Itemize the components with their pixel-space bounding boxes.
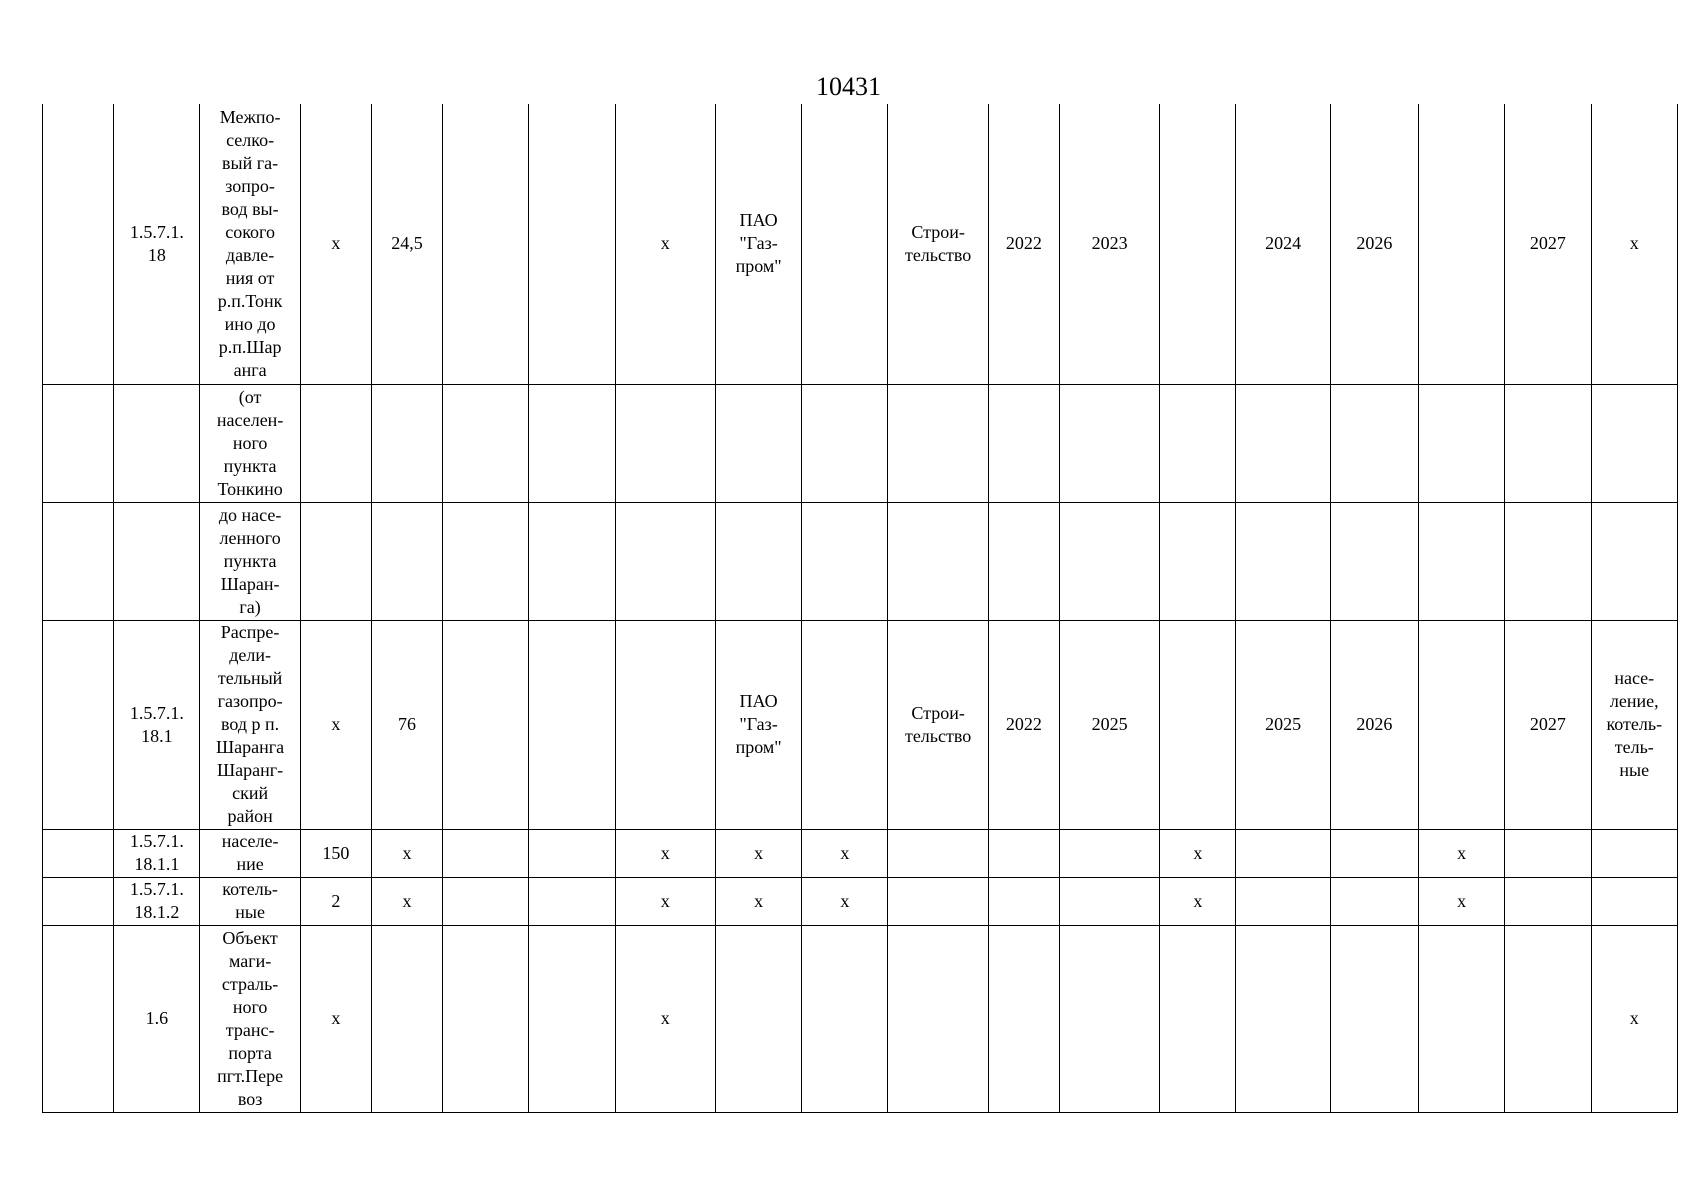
page-number: 10431	[816, 72, 881, 101]
table-cell	[1160, 502, 1236, 620]
table-cell	[888, 502, 988, 620]
table-cell	[888, 877, 988, 925]
table-cell	[1236, 502, 1330, 620]
table-cell	[300, 925, 371, 1112]
cell-text: 1.5.7.1. 18.1.1	[129, 831, 184, 874]
table-cell	[1236, 104, 1330, 384]
table-cell	[1505, 384, 1591, 502]
cell-text: 2	[331, 890, 341, 911]
table-cell	[802, 104, 888, 384]
table-cell	[443, 925, 529, 1112]
cell-text: х	[660, 890, 670, 911]
table-cell	[371, 877, 442, 925]
cell-text: х	[1629, 1008, 1639, 1028]
table-cell	[988, 877, 1059, 925]
cell-text: 2027	[1529, 233, 1566, 254]
cell-text: Межпо- селко- вый га- зопро- вод вы- сокого давле- ния от р.п.Тонк ино до р.п.Шар анга	[217, 106, 283, 380]
cell-text: х	[754, 890, 764, 911]
table-cell	[888, 104, 988, 384]
table-row	[43, 829, 1678, 877]
table-cell	[200, 877, 300, 925]
table-cell	[615, 877, 715, 925]
table-cell	[114, 925, 200, 1112]
cell-text: х	[1457, 842, 1467, 863]
table-cell	[1505, 502, 1591, 620]
data-table	[42, 104, 1678, 1113]
table-cell	[1059, 502, 1159, 620]
cell-text: х	[840, 890, 850, 911]
table-cell	[988, 384, 1059, 502]
table-cell	[988, 925, 1059, 1112]
table-cell	[443, 502, 529, 620]
table-cell	[43, 620, 114, 829]
table-cell	[114, 877, 200, 925]
table-cell	[443, 620, 529, 829]
cell-text: Строи- тельство	[904, 221, 972, 265]
table-cell	[802, 384, 888, 502]
table-cell	[371, 829, 442, 877]
cell-text: 2025	[1091, 714, 1128, 734]
cell-text: 2026	[1356, 233, 1393, 254]
table-cell	[200, 620, 300, 829]
table-row	[43, 502, 1678, 620]
cell-text: 2026	[1356, 714, 1393, 734]
cell-text: Распре- дели- тельный газопро- вод р п. Шаранга Шаранг- ский район	[216, 622, 285, 826]
cell-text: х	[660, 1008, 670, 1028]
table-cell	[1330, 877, 1418, 925]
table-cell	[43, 829, 114, 877]
table-cell	[300, 384, 371, 502]
table-cell	[1419, 104, 1505, 384]
table-cell	[114, 384, 200, 502]
cell-text: х	[402, 890, 412, 911]
table-cell	[715, 829, 801, 877]
table-cell	[443, 384, 529, 502]
table-cell	[988, 620, 1059, 829]
table-cell	[443, 877, 529, 925]
table-cell	[529, 877, 615, 925]
table-row	[43, 104, 1678, 384]
table-cell	[200, 925, 300, 1112]
table-row	[43, 877, 1678, 925]
table-cell	[1505, 829, 1591, 877]
table-cell	[1419, 829, 1505, 877]
table-cell	[371, 925, 442, 1112]
table-cell	[1505, 104, 1591, 384]
cell-text: 76	[398, 714, 417, 734]
cell-text: котель- ные	[222, 879, 278, 922]
table-cell	[1505, 620, 1591, 829]
table-cell	[1591, 502, 1677, 620]
table-cell	[1591, 877, 1677, 925]
table-cell	[371, 502, 442, 620]
table-cell	[1059, 877, 1159, 925]
table-cell	[1236, 384, 1330, 502]
table-cell	[43, 384, 114, 502]
table-cell	[1160, 384, 1236, 502]
cell-text: 2023	[1091, 233, 1128, 254]
table-cell	[529, 829, 615, 877]
table-cell	[715, 502, 801, 620]
cell-text: 150	[322, 842, 350, 863]
table-cell	[1330, 925, 1418, 1112]
table-cell	[1330, 104, 1418, 384]
table-cell	[1419, 502, 1505, 620]
cell-text: 1.5.7.1. 18.1.2	[129, 879, 184, 922]
table-cell	[300, 502, 371, 620]
table-cell	[715, 384, 801, 502]
cell-text: 24,5	[391, 233, 423, 254]
cell-text: х	[660, 842, 670, 863]
cell-text: Строи- тельство	[904, 702, 972, 746]
table-cell	[114, 829, 200, 877]
cell-text: х	[331, 1008, 341, 1028]
table-cell	[371, 384, 442, 502]
table-cell	[443, 829, 529, 877]
table-cell	[43, 502, 114, 620]
cell-text: х	[331, 233, 341, 254]
table-cell	[1059, 384, 1159, 502]
cell-text: 1.5.7.1. 18	[129, 221, 184, 265]
cell-text: х	[1629, 233, 1639, 254]
table-cell	[802, 925, 888, 1112]
table-cell	[1419, 620, 1505, 829]
table-cell	[1236, 877, 1330, 925]
table-cell	[802, 620, 888, 829]
table-cell	[615, 829, 715, 877]
cell-text: 1.5.7.1. 18.1	[129, 702, 184, 746]
table-cell	[300, 104, 371, 384]
table-row	[43, 925, 1678, 1112]
table-cell	[114, 104, 200, 384]
table-cell	[988, 502, 1059, 620]
table-cell	[1160, 877, 1236, 925]
table-row	[43, 620, 1678, 829]
cell-text: 2025	[1265, 714, 1302, 734]
table-cell	[615, 502, 715, 620]
table-cell	[200, 829, 300, 877]
cell-text: х	[754, 842, 764, 863]
cell-text: до насе- ленного пункта Шаран- га)	[218, 504, 282, 617]
table-cell	[988, 829, 1059, 877]
table-cell	[802, 877, 888, 925]
table-cell	[300, 877, 371, 925]
cell-text: 2024	[1265, 233, 1302, 254]
table-cell	[715, 620, 801, 829]
table-cell	[988, 104, 1059, 384]
table-cell	[200, 384, 300, 502]
table-cell	[529, 502, 615, 620]
table-cell	[300, 829, 371, 877]
table-cell	[1059, 620, 1159, 829]
table-cell	[1059, 925, 1159, 1112]
table-cell	[43, 877, 114, 925]
table-cell	[1419, 384, 1505, 502]
cell-text: х	[331, 714, 341, 734]
table-cell	[1160, 925, 1236, 1112]
table-cell	[615, 384, 715, 502]
table-cell	[1419, 925, 1505, 1112]
table-cell	[1160, 104, 1236, 384]
table-cell	[529, 620, 615, 829]
table-cell	[615, 620, 715, 829]
table-cell	[529, 104, 615, 384]
table-cell	[802, 829, 888, 877]
table-cell	[443, 104, 529, 384]
cell-text: 2022	[1005, 233, 1042, 254]
table-cell	[371, 104, 442, 384]
table-cell	[615, 925, 715, 1112]
cell-text: ПАО "Газ- пром"	[735, 210, 782, 277]
cell-text: (от населен- ного пункта Тонкино	[216, 386, 284, 499]
table-cell	[1160, 620, 1236, 829]
table-cell	[715, 925, 801, 1112]
table-cell	[802, 502, 888, 620]
table-cell	[529, 925, 615, 1112]
table-cell	[1236, 925, 1330, 1112]
table-row	[43, 384, 1678, 502]
table-cell	[888, 925, 988, 1112]
table-cell	[1236, 829, 1330, 877]
table-cell	[1505, 877, 1591, 925]
table-cell	[1591, 104, 1677, 384]
cell-text: х	[660, 233, 670, 254]
cell-text: х	[840, 842, 850, 863]
table-cell	[1330, 502, 1418, 620]
table-cell	[300, 620, 371, 829]
table-cell	[1059, 829, 1159, 877]
table-cell	[1419, 877, 1505, 925]
table-cell	[114, 620, 200, 829]
cell-text: х	[1457, 890, 1467, 911]
table-cell	[1160, 829, 1236, 877]
table-cell	[43, 925, 114, 1112]
table-cell	[1591, 925, 1677, 1112]
cell-text: насе- ление, котель- тель- ные	[1606, 668, 1663, 780]
cell-text: Объект маги- страль- ного транс- порта пгт.Пере воз	[217, 927, 284, 1109]
table-cell	[1330, 384, 1418, 502]
cell-text: 2022	[1005, 714, 1042, 734]
table-cell	[1059, 104, 1159, 384]
table-cell	[43, 104, 114, 384]
table-cell	[1591, 829, 1677, 877]
table-cell	[715, 104, 801, 384]
cell-text: 2027	[1529, 714, 1566, 734]
table-cell	[1591, 384, 1677, 502]
table-cell	[1505, 925, 1591, 1112]
table-cell	[114, 502, 200, 620]
table-cell	[888, 829, 988, 877]
table-cell	[615, 104, 715, 384]
cell-text: х	[402, 842, 412, 863]
table-cell	[371, 620, 442, 829]
table-cell	[888, 620, 988, 829]
table-cell	[1236, 620, 1330, 829]
table-cell	[1330, 620, 1418, 829]
table-cell	[1591, 620, 1677, 829]
cell-text: х	[1193, 842, 1203, 863]
cell-text: ПАО "Газ- пром"	[735, 691, 782, 757]
table-cell	[888, 384, 988, 502]
cell-text: 1.6	[145, 1008, 169, 1028]
cell-text: х	[1193, 890, 1203, 911]
table-cell	[200, 502, 300, 620]
table-cell	[1330, 829, 1418, 877]
cell-text: населе- ние	[221, 831, 279, 874]
table-cell	[200, 104, 300, 384]
table-cell	[715, 877, 801, 925]
table-cell	[529, 384, 615, 502]
